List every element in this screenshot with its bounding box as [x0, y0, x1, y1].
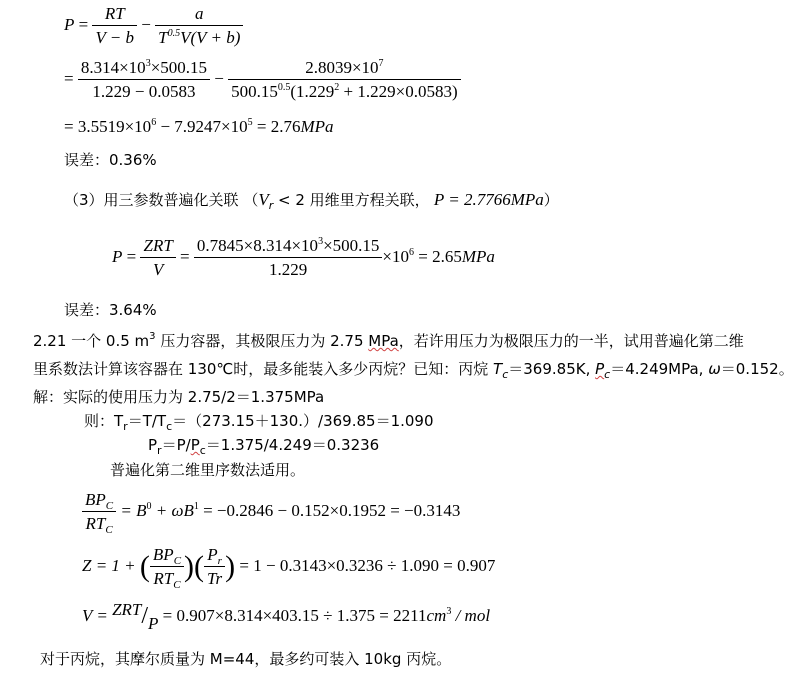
solution-line-3: $P_r=P/P_c=1.375/4.249=0.3236$: [148, 436, 380, 457]
equation-three-param: P = $\frac{\text{ZRT}}{V}$ = $\frac{0.7845\times 8.314\times 10^3\times 500.15}{1.229}$ $\times 10^6 = 2.65MPa$: [112, 236, 495, 279]
equation-virial-b: $\frac{BP_C}{RT_C}$ = $B^0 + \omega B^1 = -0.2846 - 0.152\times 0.1952 = -0.3143$: [82, 490, 460, 534]
solution-line-4: 普遍化第二维里序数法适用。: [110, 461, 306, 479]
eq2-frac-1: $\frac{8.314\times 10^3\times 500.15}{1.229 - 0.0583}$: [78, 58, 210, 102]
eq6-frac-1: $\frac{BP_C}{RT_C}$: [150, 545, 184, 589]
eq1-lhs: P: [64, 14, 75, 34]
problem-2-21-line-1: 2.21 一个 0.5 $m^3$ 压力容器，其极限压力为 2.75 MPa，若许用压力为极限压力的一半，试用普遍化第二维: [33, 331, 744, 350]
error-1: 误差：0.36%: [64, 151, 157, 169]
part3-heading: （3）用三参数普遍化关联 （$V_r < 2$ 用维里方程关联， P = 2.7766MPa）: [64, 190, 559, 212]
equation-result: = $3.5519\times 10^6 - 7.9247\times 10^5 = 2.76MPa$: [64, 117, 334, 136]
equation-vdw-rk: P = $\frac{RT}{V - b}$ − $\frac{a}{T^{0.5}V(V + b)}$: [64, 4, 243, 48]
eq4-frac-1: $\frac{\text{ZRT}}{V}$: [140, 236, 175, 280]
final-conclusion: 对于丙烷，其摩尔质量为 M=44，最多约可装入 10kg 丙烷。: [40, 650, 452, 668]
eq4-frac-2: $\frac{0.7845\times 8.314\times 10^3\times 500.15}{1.229}$: [194, 236, 383, 280]
error-2: 误差：3.64%: [64, 301, 157, 319]
problem-2-21-line-2: 里系数法计算该容器在 130℃时，最多能装入多少丙烷？已知：丙烷 $T_c=369.85K$, $P_c=4.249MPa$, ω＝0.152。: [33, 360, 794, 381]
eq5-frac: $\frac{BP_C}{RT_C}$: [82, 490, 116, 534]
equation-substitution: = $\frac{8.314\times 10^3\times 500.15}{1.229 - 0.0583}$ − $\frac{2.8039\times 10^7}{500.15^{0.5}(1.229^2 + 1.229\times 0.0583)}$: [64, 58, 461, 102]
equation-volume: $V = ZRT/P = 0.907\times 8.314\times 403.15 \div 1.375 = 2211cm^3$ / mol: [82, 600, 491, 633]
eq6-frac-2: $\frac{P_r}{Tr}$: [204, 545, 225, 589]
solution-line-2: 则：$T_r=T/T_c=(273.15+130.)/369.85=1.090$: [84, 412, 434, 433]
solution-line-1: 解：实际的使用压力为 2.75/2＝1.375MPa: [33, 388, 325, 406]
eq1-frac-2: $\frac{a}{T^{0.5}V(V + b)}$: [155, 4, 243, 48]
eq2-frac-2: $\frac{2.8039\times 10^7}{500.15^{0.5}(1.229^2 + 1.229\times 0.0583)}$: [228, 58, 461, 102]
eq1-frac-1: $\frac{RT}{V - b}$: [92, 4, 137, 48]
equation-z: Z = 1 + ( $\frac{BP_C}{RT_C}$ )( $\frac{P_r}{Tr}$ ) = 1 − 0.3143×0.3236 ÷ 1.090 = 0.907: [82, 545, 496, 591]
